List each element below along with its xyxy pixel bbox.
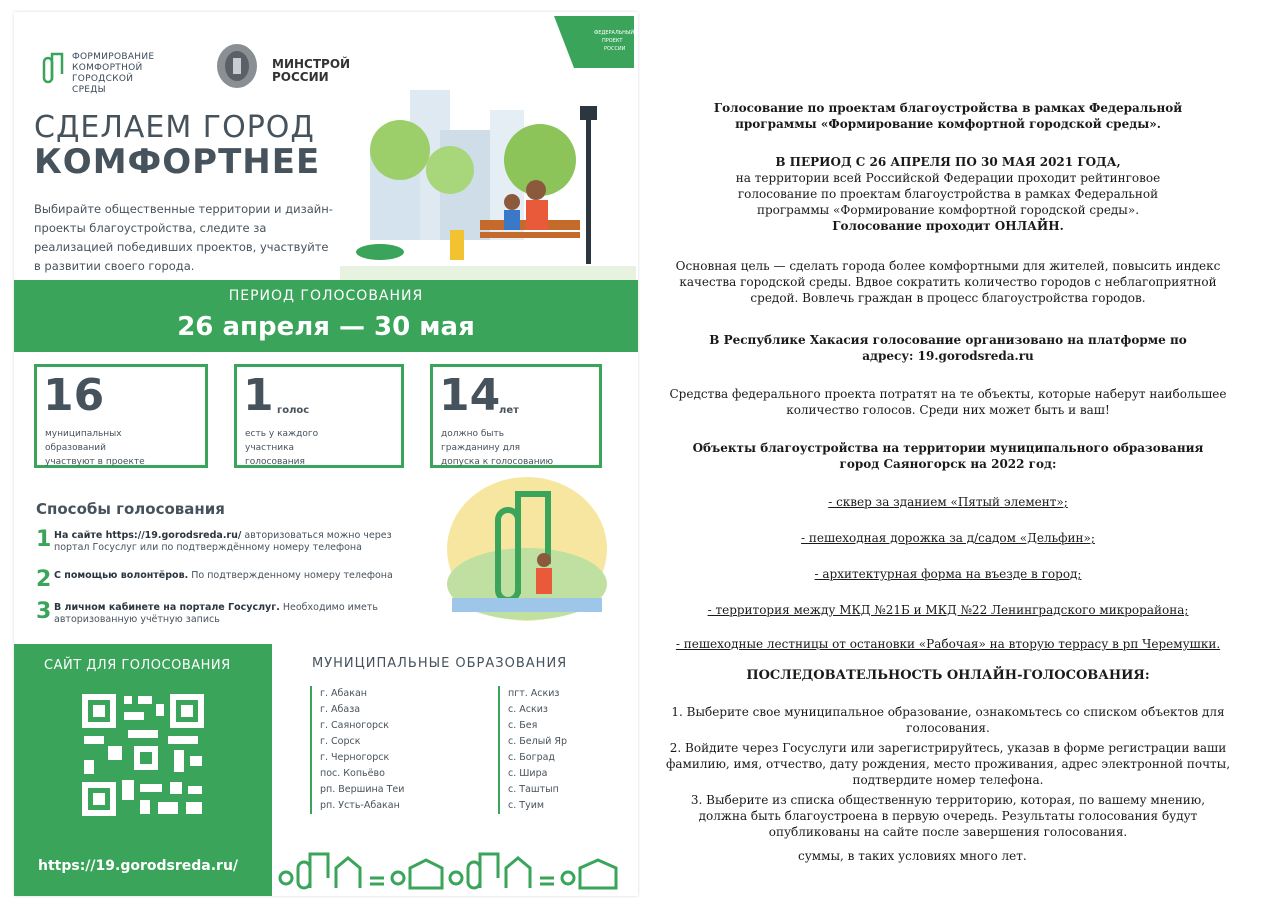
object-item: - сквер за зданием «Пятый элемент»;: [828, 495, 1068, 509]
way-desc: авторизоваться можно через портал Госуслуг или по подтверждённому номеру телефона: [54, 530, 392, 553]
logo-mark-icon: [42, 50, 64, 84]
sequence-heading: ПОСЛЕДОВАТЕЛЬНОСТЬ ОНЛАЙН-ГОЛОСОВАНИЯ:: [746, 668, 1150, 683]
article: [648, 12, 1248, 896]
stat-desc-line: участника: [245, 443, 295, 453]
way-item: [36, 568, 416, 592]
qr-code-icon[interactable]: [78, 690, 208, 820]
stat-desc-line: допуска к голосованию: [441, 457, 554, 467]
way-text: [54, 602, 416, 626]
period-heading: В ПЕРИОД С 26 АПРЕЛЯ ПО 30 МАЯ 2021 ГОДА,: [775, 155, 1121, 169]
way-item: [36, 600, 416, 630]
stat-desc-line: участвуют в проекте: [45, 457, 145, 467]
badge-line2: ПРОЕКТ: [602, 38, 623, 44]
municipality-item: с. Таштып: [508, 784, 559, 795]
stat-votes: [234, 364, 404, 468]
stat-desc-line: должно быть: [441, 429, 505, 439]
way-number: 2: [36, 567, 52, 592]
municipality-item: с. Бея: [508, 720, 538, 731]
object-item: - пешеходные лестницы от остановки «Рабочая» на вторую террасу в рп Черемушки.: [675, 637, 1221, 651]
intro-text: Выбирайте общественные территории и дизайн-проекты благоустройства, следите за реализацией победивших проектов, участвуйте в развитии своего города.: [34, 202, 333, 273]
municipalities-column-2: [498, 686, 567, 814]
way-bold: С помощью волонтёров.: [54, 570, 189, 581]
municipality-item: с. Шира: [508, 768, 548, 779]
stat-number: 1: [243, 370, 274, 421]
stat-age: [430, 364, 602, 468]
platform-text: В Республике Хакасия голосование организовано на платформе по адресу: 19.gorodsreda.ru: [709, 333, 1187, 363]
municipality-item: г. Черногорск: [320, 752, 390, 763]
stat-desc: [245, 427, 318, 469]
municipality-item: г. Абаза: [320, 704, 361, 715]
municipality-item: с. Аскиз: [508, 704, 548, 715]
stat-unit: лет: [499, 405, 519, 416]
municipality-item: с. Боград: [508, 752, 556, 763]
municipalities-title: МУНИЦИПАЛЬНЫЕ ОБРАЗОВАНИЯ: [312, 656, 568, 671]
municipality-item: г. Сорск: [320, 736, 361, 747]
online-note: Голосование проходит ОНЛАЙН.: [832, 219, 1064, 233]
national-project-badge: [554, 16, 634, 68]
way-bold: На сайте https://19.gorodsreda.ru/: [54, 530, 242, 541]
municipality-item: пос. Копьёво: [320, 768, 385, 779]
stat-number: 16: [43, 370, 105, 421]
stat-desc: [441, 427, 553, 469]
municipality-item: пгт. Аскиз: [508, 688, 560, 699]
logo2-line1: МИНСТРОЙ: [272, 57, 351, 71]
stat-desc-line: есть у каждого: [245, 429, 319, 439]
way-item: [36, 528, 416, 558]
coat-of-arms-icon: [214, 40, 260, 92]
badge-line3: РОССИИ: [604, 46, 626, 52]
title-line1: СДЕЛАЕМ ГОРОД: [34, 110, 315, 145]
logo1-line2: КОМФОРТНОЙ: [72, 63, 143, 73]
badge-line1: ФЕДЕРАЛЬНЫЙ: [594, 30, 634, 36]
municipalities-column-1: [310, 686, 404, 814]
comfortable-city-logo: [42, 48, 162, 95]
logo1-line3: ГОРОДСКОЙ СРЕДЫ: [72, 74, 134, 95]
step-2: 2. Войдите через Госуслуги или зарегистрируйтесь, указав в форме регистрации ваши фамилию, имя, отчество, дату рождения, место проживания, адрес электронной почты, подтвердите номер телефона.: [665, 741, 1231, 787]
text-fragment: суммы, в таких условиях много лет.: [798, 849, 1027, 863]
title-line2: КОМФОРТНЕЕ: [34, 142, 321, 182]
voting-person-illustration: [432, 474, 622, 624]
way-text: [54, 570, 393, 582]
way-bold: В личном кабинете на портале Госуслуг.: [54, 602, 280, 613]
ways-title: Способы голосования: [36, 500, 225, 518]
object-item: - пешеходная дорожка за д/садом «Дельфин»;: [801, 531, 1095, 545]
way-desc: Необходимо иметь авторизованную учётную запись: [54, 602, 379, 625]
logo2-line2: РОССИИ: [272, 70, 329, 84]
object-item: - территория между МКД №21Б и МКД №22 Ленинградского микрорайона;: [707, 603, 1189, 617]
logo1-line1: ФОРМИРОВАНИЕ: [72, 52, 155, 62]
stat-unit: голос: [277, 405, 310, 416]
object-item: - архитектурная форма на въезде в город;: [814, 567, 1082, 581]
stat-desc-line: муниципальных: [45, 429, 122, 439]
stat-desc-line: гражданину для: [441, 443, 520, 453]
goal-text: Основная цель — сделать города более комфортными для жителей, повысить индекс качества городской среды. Вдвое сократить количество городов с неблагоприятной средой. Вовлечь граждан в процесс благоустройства городов.: [675, 259, 1221, 305]
municipality-item: г. Саяногорск: [320, 720, 390, 731]
way-number: 1: [36, 527, 52, 552]
stat-desc: [45, 427, 145, 469]
stat-municipalities: [34, 364, 208, 468]
voting-period-banner: [14, 280, 638, 352]
step-1: 1. Выберите свое муниципальное образование, ознакомьтесь со списком объектов для голосования.: [671, 705, 1225, 735]
period-text: на территории всей Российской Федерации проходит рейтинговое голосование по проектам благоустройства в рамках Федеральной программы «Формирование комфортной городской среды».: [735, 171, 1161, 217]
leaflet: [14, 12, 638, 896]
voting-site-panel: [14, 644, 272, 896]
way-desc: По подтвержденному номеру телефона: [188, 570, 393, 581]
municipality-item: рп. Усть-Абакан: [320, 800, 400, 811]
period-label: ПЕРИОД ГОЛОСОВАНИЯ: [228, 288, 424, 304]
decorative-pattern: [276, 848, 636, 892]
municipality-item: г. Абакан: [320, 688, 367, 699]
site-label: САЙТ ДЛЯ ГОЛОСОВАНИЯ: [44, 658, 231, 673]
stat-desc-line: образований: [45, 443, 106, 453]
period-value: 26 апреля — 30 мая: [177, 312, 475, 342]
article-title: Голосование по проектам благоустройства в рамках Федеральной программы «Формирование комфортной городской среды».: [713, 101, 1183, 131]
municipality-item: рп. Вершина Теи: [320, 784, 405, 795]
way-text: [54, 530, 416, 554]
park-illustration: [340, 70, 636, 280]
step-3: 3. Выберите из списка общественную территорию, которая, по вашему мнению, должна быть благоустроена в первую очередь. Результаты голосования будут опубликованы на сайте после завершения голосования.: [690, 793, 1206, 839]
municipality-item: с. Белый Яр: [508, 736, 568, 747]
stat-desc-line: голосования: [245, 457, 305, 467]
stat-number: 14: [439, 370, 501, 421]
way-number: 3: [36, 599, 52, 624]
municipality-item: с. Туим: [508, 800, 545, 811]
objects-heading: Объекты благоустройства на территории муниципального образования город Саяногорск на 2022 год:: [692, 441, 1204, 471]
site-url-link[interactable]: https://19.gorodsreda.ru/: [38, 858, 239, 874]
funds-text: Средства федерального проекта потратят на те объекты, которые наберут наибольшее количество голосов. Среди них может быть и ваш!: [669, 387, 1227, 417]
